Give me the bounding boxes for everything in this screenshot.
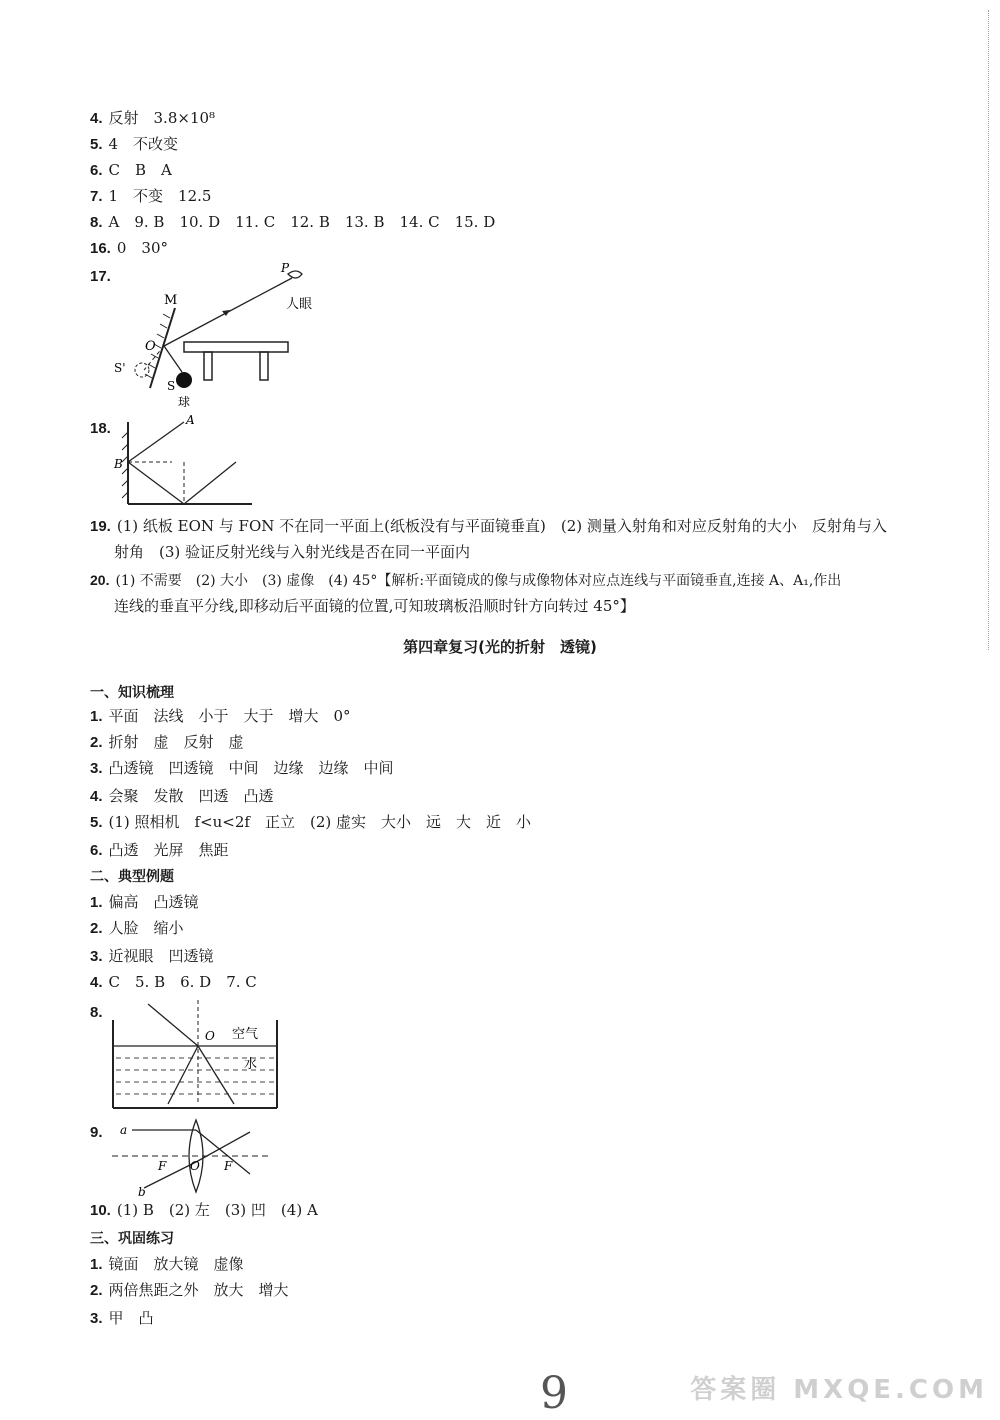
reflected-ray-1 bbox=[128, 462, 184, 504]
sec2-item-4-7: 4. C 5. B 6. D 7. C bbox=[90, 973, 257, 991]
refraction-diagram bbox=[110, 1000, 280, 1112]
refracted-ray-left bbox=[168, 1046, 198, 1104]
ray-b bbox=[144, 1162, 196, 1188]
sec2-item-1: 1. 偏高 凸透镜 bbox=[90, 893, 199, 911]
answer-6: 6. C B A bbox=[90, 161, 172, 179]
convex-lens-diagram bbox=[110, 1118, 280, 1198]
label-S: S bbox=[167, 379, 176, 393]
answer-19-line2: 射角 (3) 验证反射光线与入射光线是否在同一平面内 bbox=[114, 543, 471, 561]
sec3-item-1: 1. 镜面 放大镜 虚像 bbox=[90, 1255, 244, 1273]
incident-ray bbox=[164, 346, 182, 372]
label-water: 水 bbox=[244, 1057, 258, 1072]
sec1-item-4: 4. 会聚 发散 凹透 凸透 bbox=[90, 787, 274, 805]
answer-8-15: 8. A 9. B 10. D 11. C 12. B 13. B 14. C 15. D bbox=[90, 213, 496, 231]
answer-16: 16. 0 30° bbox=[90, 239, 168, 257]
label-O: O bbox=[145, 339, 156, 354]
answer-7: 7. 1 不变 12.5 bbox=[90, 187, 212, 205]
section-heading-1: 一、知识梳理 bbox=[90, 685, 174, 701]
label-O: O bbox=[190, 1159, 200, 1173]
sec1-item-5: 5. (1) 照相机 f<u<2f 正立 (2) 虚实 大小 远 大 近 小 bbox=[90, 813, 531, 831]
table-top bbox=[184, 342, 288, 352]
mirror-reflection-diagram bbox=[100, 260, 320, 410]
answer-20-line2: 连线的垂直平分线,即移动后平面镜的位置,可知玻璃板沿顺时针方向转过 45°】 bbox=[114, 597, 635, 615]
answer-4: 4. 反射 3.8×10⁸ bbox=[90, 109, 216, 127]
answer-19-line1: 19. (1) 纸板 EON 与 FON 不在同一平面上(纸板没有与平面镜垂直) (2) 测量入射角和对应反射角的大小 反射角与入 bbox=[90, 517, 887, 535]
section-heading-2: 二、典型例题 bbox=[90, 869, 174, 885]
section-heading-3: 三、巩固练习 bbox=[90, 1231, 174, 1247]
page-number: 9 bbox=[540, 1368, 568, 1419]
label-A: A bbox=[186, 413, 195, 427]
label-a: a bbox=[120, 1123, 128, 1137]
answer-17-label: 17. bbox=[90, 268, 111, 285]
answer-5: 5. 4 不改变 bbox=[90, 135, 179, 153]
incident-ray-A bbox=[128, 422, 184, 462]
margin-dotted-rule bbox=[988, 10, 989, 650]
sec3-item-3: 3. 甲 凸 bbox=[90, 1309, 154, 1327]
watermark-logo: 答案圈 MXQE.COM bbox=[690, 1375, 988, 1405]
label-B: B bbox=[114, 457, 123, 471]
eye-icon bbox=[288, 271, 302, 278]
sec2-item-3: 3. 近视眼 凹透镜 bbox=[90, 947, 214, 965]
answer-8-label: 8. bbox=[90, 1004, 103, 1021]
answer-10: 10. (1) B (2) 左 (3) 凹 (4) A bbox=[90, 1201, 318, 1219]
sec2-item-2: 2. 人脸 缩小 bbox=[90, 919, 184, 937]
sec3-item-2: 2. 两倍焦距之外 放大 增大 bbox=[90, 1281, 289, 1299]
label-F-left: F bbox=[158, 1159, 167, 1173]
answer-20-line1: 20. (1) 不需要 (2) 大小 (3) 虚像 (4) 45°【解析:平面镜成的像与成像物体对应点连线与平面镜垂直,连接 A、A₁,作出 bbox=[90, 572, 842, 589]
answer-18-label: 18. bbox=[90, 420, 111, 437]
label-air: 空气 bbox=[232, 1027, 259, 1042]
sec1-item-3: 3. 凸透镜 凹透镜 中间 边缘 边缘 中间 bbox=[90, 759, 394, 777]
table-leg-right bbox=[260, 352, 268, 380]
virtual-image-circle bbox=[135, 363, 149, 377]
refracted-ray-right bbox=[198, 1046, 234, 1104]
label-ball: 球 bbox=[178, 395, 191, 409]
table-leg-left bbox=[204, 352, 212, 380]
label-F-right: F bbox=[224, 1159, 233, 1173]
double-mirror-diagram bbox=[112, 412, 262, 512]
sec1-item-6: 6. 凸透 光屏 焦距 bbox=[90, 841, 229, 859]
label-eye: 人眼 bbox=[286, 297, 313, 312]
label-M: M bbox=[164, 293, 178, 308]
label-O: O bbox=[205, 1029, 215, 1043]
chapter-title: 第四章复习(光的折射 透镜) bbox=[403, 638, 597, 656]
label-b: b bbox=[138, 1185, 146, 1199]
ball bbox=[176, 372, 192, 388]
label-P: P bbox=[281, 261, 290, 275]
incident-ray bbox=[148, 1004, 198, 1046]
label-S-image: S' bbox=[114, 361, 126, 375]
reflected-ray-2 bbox=[184, 462, 236, 504]
answer-9-label: 9. bbox=[90, 1124, 103, 1141]
sec1-item-2: 2. 折射 虚 反射 虚 bbox=[90, 733, 244, 751]
sec1-item-1: 1. 平面 法线 小于 大于 增大 0° bbox=[90, 707, 351, 725]
